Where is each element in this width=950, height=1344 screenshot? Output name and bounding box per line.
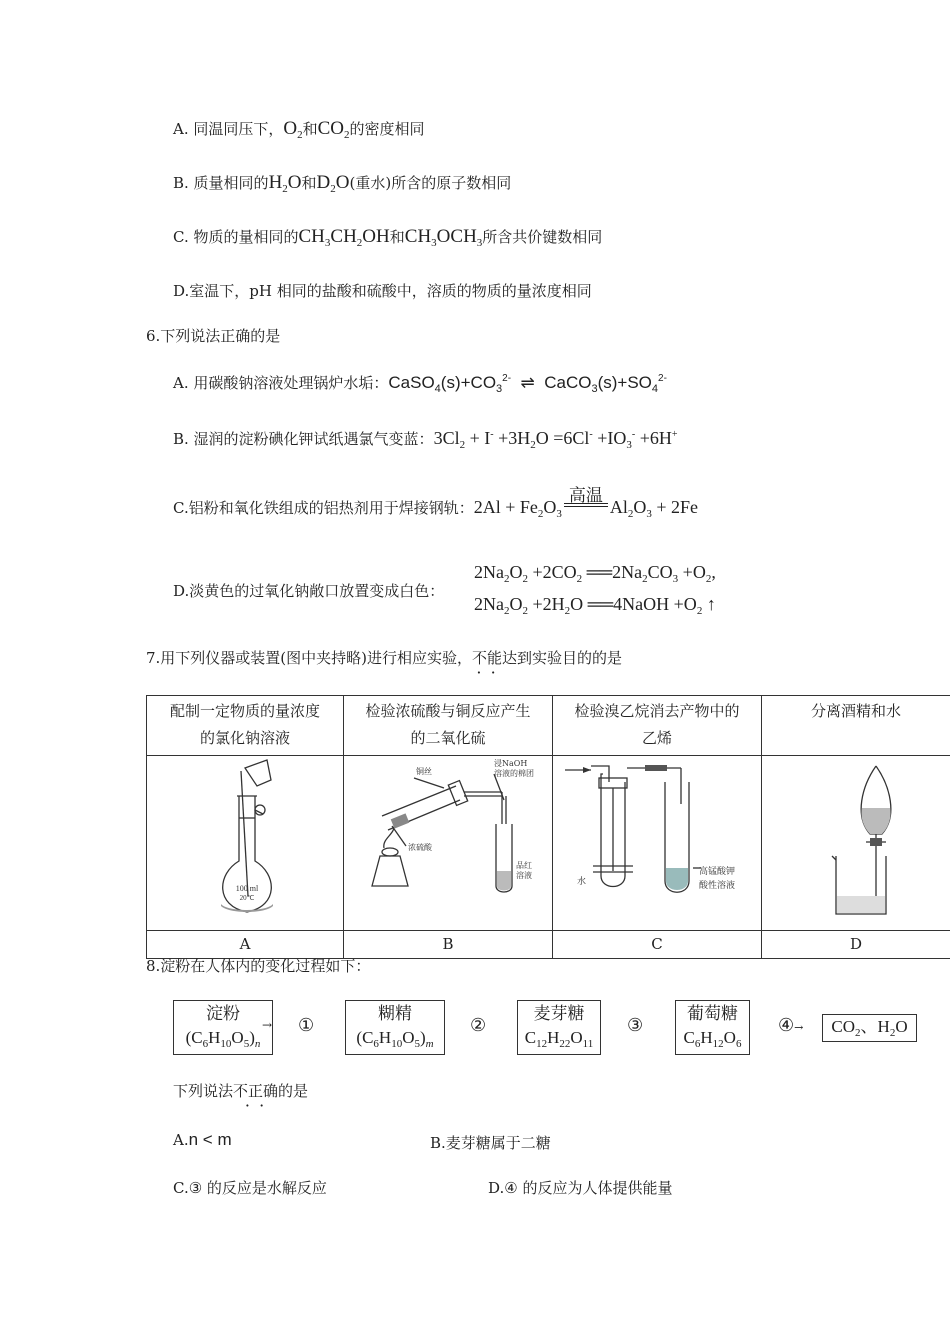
step-2: ② [470, 1015, 487, 1036]
step-1: ① [298, 1015, 315, 1036]
equation-c: $2Al + Fe_2O_3$ 高温 $Al_2O_3 + 2Fe$ [474, 497, 698, 517]
q6-option-a: A. 用碳酸钠溶液处理锅炉水垢：$CaSO_4(s)+CO_3^{2-}$ ⇌ $CaCO_3(s)+SO_4^{2-}$ [173, 373, 667, 395]
flask-temp-text: 20℃ [239, 894, 255, 902]
q7-emph: 不能 · · [472, 649, 502, 667]
label-naoh-1: 浸NaOH [494, 759, 528, 768]
q5-option-c: C. 物质的量相同的$CH_3CH_2OH$和$CH_3OCH_3$所含共价键数相同 [173, 226, 603, 249]
q8-option-d: D.④ 的反应为人体提供能量 [488, 1179, 673, 1197]
formula-co2: $CO_2$ [317, 118, 350, 141]
label-conc-acid: 浓硫酸 [408, 843, 432, 852]
equation-d1: $2Na_2O_2 +2CO_2$ $══2Na_2CO_3 +O_2$, [474, 562, 716, 585]
box-glucose: 葡萄糖 $C_6H_{12}O_6$ [675, 1000, 750, 1055]
q8-substem: 下列说法不正确 · ·的是 [173, 1080, 308, 1101]
header-b: 检验浓硫酸与铜反应产生 的二氧化硫 [344, 696, 553, 756]
figure-c [553, 756, 762, 931]
q5-option-b: B. 质量相同的$H_2O$和$D_2O$(重水)所含的原子数相同 [173, 172, 512, 195]
equation-a: $CaSO_4(s)+CO_3^{2-}$ ⇌ $CaCO_3(s)+SO_4^{2-}$ [388, 373, 667, 395]
label-a: A [147, 931, 344, 959]
label-fuchsin-2: 溶液 [516, 871, 532, 880]
header-a: 配制一定物质的量浓度 的氯化钠溶液 [147, 696, 344, 756]
q8-stem: 8.淀粉在人体内的变化过程如下： [146, 957, 371, 975]
label-b: B [344, 931, 553, 959]
q6-option-b: B. 湿润的淀粉碘化钾试纸遇氯气变蓝：$3Cl_2 + I^- +3H_2O =6Cl^- +IO_3^- +6H^+$ [173, 428, 678, 451]
step-4: ④→ [778, 1015, 804, 1036]
label-fuchsin-1: 品红 [516, 861, 532, 870]
label-c: C [553, 931, 762, 959]
figure-a [147, 756, 344, 931]
figure-d [762, 756, 950, 931]
label-kmno4-1: 高锰酸钾 [699, 867, 736, 877]
q6-option-d: D.淡黄色的过氧化钠敞口放置变成白色： [173, 582, 445, 600]
arrow-icon: → [262, 1018, 273, 1032]
formula-dimethyl-ether: $CH_3OCH_3$ [404, 226, 483, 249]
volumetric-flask-image [147, 756, 343, 921]
q5-option-a: A. 同温同压下，$O_2$和$CO_2$的密度相同 [173, 118, 425, 141]
copper-acid-apparatus-image [344, 756, 552, 921]
label-water: 水 [577, 877, 587, 887]
condition-high-temp: 高温 [568, 486, 603, 506]
box-maltose: 麦芽糖 $C_{12}H_{22}O_{11}$ [517, 1000, 601, 1055]
formula-ethanol: $CH_3CH_2OH$ [298, 226, 390, 249]
q8-emph: 不正确 · · [233, 1082, 278, 1100]
formula-d2o: $D_2O$ [316, 172, 350, 195]
label-copper-wire: 铜丝 [416, 767, 432, 776]
q8-option-a: A.n < m [173, 1130, 232, 1149]
formula-o2: $O_2$ [283, 118, 303, 141]
q8-option-b: B.麦芽糖属于二糖 [430, 1134, 551, 1152]
figure-b [344, 756, 553, 931]
label-kmno4-2: 酸性溶液 [699, 881, 736, 891]
ethylene-test-apparatus-image [553, 756, 761, 921]
q5-option-d: D.室温下，pH 相同的盐酸和硫酸中，溶质的物质的量浓度相同 [173, 282, 592, 300]
q6-stem: 6.下列说法正确的是 [146, 327, 281, 345]
flask-volume-text: 100 ml [235, 884, 259, 893]
q8-option-c: C.③ 的反应是水解反应 [173, 1179, 327, 1197]
box-products: $CO_2$、$H_2O$ [822, 1014, 917, 1042]
step-3: ③ [627, 1015, 644, 1036]
expr-n-lt-m: n < m [188, 1130, 232, 1149]
equation-d2: $2Na_2O_2 +2H_2O$ ══4NaOH $+O_2$ ↑ [474, 594, 716, 617]
q7-stem: 7.用下列仪器或装置(图中夹持略)进行相应实验，不能 · ·达到实验目的的是 [146, 647, 622, 668]
experiment-table [146, 695, 950, 959]
equation-b: $3Cl_2 + I^- +3H_2O =6Cl^- +IO_3^- +6H^+$ [433, 428, 678, 451]
label-d: D [762, 931, 950, 959]
separatory-funnel-image [762, 756, 950, 921]
q6-option-c: C.铝粉和氧化铁组成的铝热剂用于焊接钢轨：$2Al + Fe_2O_3$ 高温 $Al_2O_3 + 2Fe$ [173, 497, 698, 518]
label-naoh-2: 溶液的棉团 [494, 769, 534, 778]
header-d: 分离酒精和水 [762, 696, 950, 756]
box-starch: 淀粉 $(C_6H_{10}O_5)_n$ [173, 1000, 273, 1055]
header-c: 检验溴乙烷消去产物中的 乙烯 [553, 696, 762, 756]
arrow-icon: → [794, 1021, 804, 1034]
box-dextrin: 糊精 $(C_6H_{10}O_5)_m$ [345, 1000, 445, 1055]
formula-h2o: $H_2O$ [268, 172, 302, 195]
